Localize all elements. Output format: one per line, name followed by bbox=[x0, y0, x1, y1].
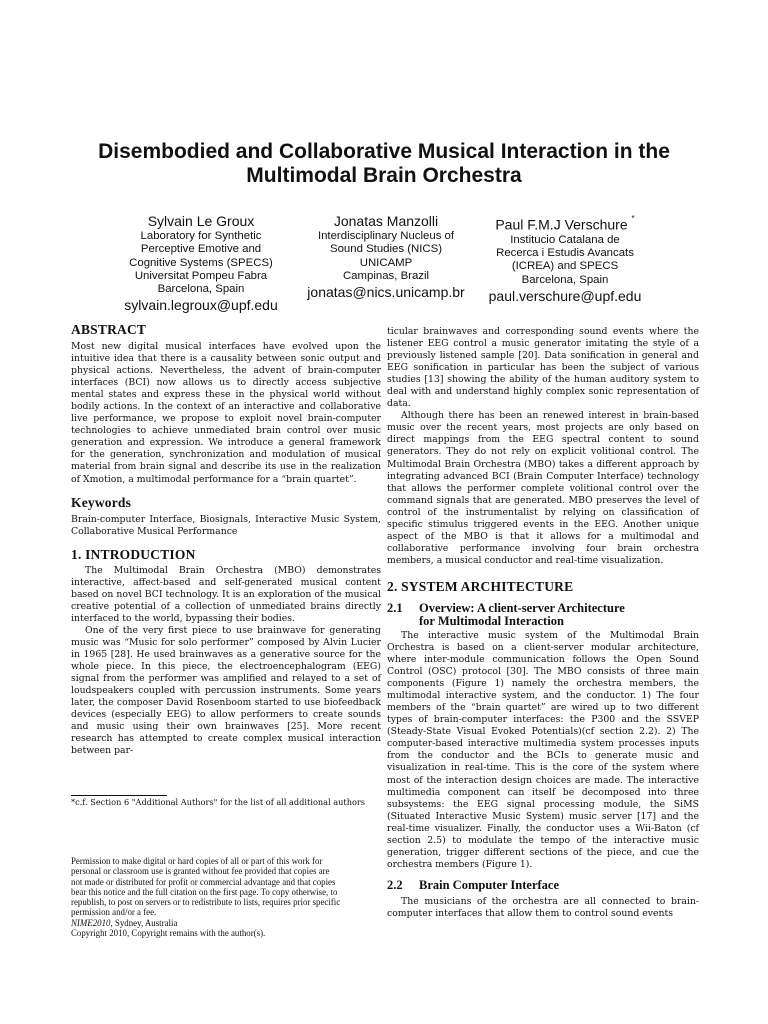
author-block bbox=[0, 213, 768, 313]
author-affiliation-line: Perceptive Emotive and bbox=[140, 243, 262, 256]
venue-name: NIME2010, bbox=[71, 917, 113, 928]
author-affiliation-line: Barcelona, Spain bbox=[521, 273, 609, 286]
author-email: jonatas@nics.unicamp.br bbox=[307, 284, 465, 301]
abstract-heading: ABSTRACT bbox=[71, 322, 147, 337]
author-affiliation-line: UNICAMP bbox=[359, 256, 413, 269]
intro-paragraph-2: One of the very first piece to use brainwave for generating music was “Music for solo performer” composed by Alvin Lucier in 1965 [28]. He used brainwaves as a generative source for the whole piece. In this piece, the electroencephalogram (EEG) signal from the performer was amplified and relayed to a set of loudspeakers coupled with percussion instruments. Some years later, the composer David Rosenboom started to use biofeedback devices (especially EEG) to allow performers to create sounds and music using their own brainwaves [25]. More recent research has attempted to create complex musical interaction between par- bbox=[71, 624, 381, 757]
subsection-title-line-2: for Multimodal Interaction bbox=[419, 613, 564, 628]
left-column bbox=[71, 322, 381, 757]
keywords-heading: Keywords bbox=[71, 494, 132, 510]
author-affiliation-line: Sound Studies (NICS) bbox=[329, 243, 443, 256]
subsection-number: 2.2 bbox=[387, 877, 403, 892]
author-affiliation-line: Universitat Pompeu Fabra bbox=[134, 269, 268, 282]
subsection-title-line-1: Overview: A client-server Architecture bbox=[419, 600, 625, 615]
author-footnote-mark: * bbox=[631, 214, 635, 223]
subsection-2-2-heading bbox=[387, 879, 699, 892]
abstract-text: Most new digital musical interfaces have evolved upon the intuitive idea that there is a causality between sonic output and physical actions. Nevertheless, the advent of brain-computer interfaces (BCI) now allows us to directly access subjective mental states and express these in the physical world without bodily actions. In the context of an interactive and collaborative live performance, we propose to exploit novel brain-computer technologies to achieve unmediated brain control over music generation and expression. We introduce a general framework for the generation, synchronization and modulation of musical material from brain signal and describe its use in the realization of Xmotion, a multimodal performance for a “brain quartet”. bbox=[71, 341, 381, 485]
intro-paragraph-3: Although there has been an renewed interest in brain-based music over the recent years, most projects are only based on direct mappings from the EEG spectral content to sound generators. They do not rely on explicit volitional control. The Multimodal Brain Orchestra (MBO) takes a different approach by integrating advanced BCI (Brain Computer Interface) technology that allows the performer complete volitional control over the command signals that are generated. MBO preserves the level of control of the instrumentalist by relying on classification of specific stimulus triggered events in the EEG. Another unique aspect of the MBO is that it allows for a multimodal and collaborative performance involving four brain orchestra members, a musical conductor and real-time visualization. bbox=[387, 410, 699, 566]
author-3 bbox=[450, 213, 680, 305]
permission-line: permission and/or a fee. bbox=[71, 907, 157, 918]
introduction-heading: 1. INTRODUCTION bbox=[71, 546, 196, 562]
system-architecture-heading: 2. SYSTEM ARCHITECTURE bbox=[387, 578, 574, 594]
overview-paragraph: The interactive music system of the Multimodal Brain Orchestra is based on a client-server modular architecture, where inter-module communication follows the Open Sound Control (OSC) protocol [30]. The MBO consists of three main components (Figure 1) namely the orchestra members, the multimodal interactive system, and the conductor. 1) The four members of the “brain quartet” are wired up to two different types of brain-computer interfaces: the P300 and the SSVEP (Steady-State Visual Evoked Potentials)(cf section 2.2). 2) The computer-based interactive multimedia system processes inputs from the conductor and the BCIs to generate music and visualization in real-time. This is the core of the system where most of the interaction design choices are made. The interactive multimedia component can itself be decomposed into three subsystems: the EEG signal processing module, the SiMS (Situated Interactive Music System) music server [17] and the real-time visualizer. Finally, the conductor uses a Wii-Baton (cf section 2.5) to modulate the tempo of the interactive music generation, trigger different sections of the piece, and cue the orchestra members (Figure 1). bbox=[387, 629, 699, 870]
subsection-number: 2.1 bbox=[387, 600, 403, 615]
title-line-2: Multimodal Brain Orchestra bbox=[246, 164, 522, 187]
author-affiliation-line: Cognitive Systems (SPECS) bbox=[129, 256, 273, 269]
author-name: Paul F.M.J Verschure bbox=[495, 216, 628, 233]
author-email: sylvain.legroux@upf.edu bbox=[124, 297, 278, 314]
venue-line bbox=[71, 918, 381, 928]
author-affiliation-line: Laboratory for Synthetic bbox=[140, 230, 262, 242]
author-affiliation-line: Barcelona, Spain bbox=[157, 283, 245, 296]
permission-notice bbox=[71, 856, 381, 938]
permission-line: personal or classroom use is granted without fee provided that copies are bbox=[71, 866, 330, 877]
venue-place: Sydney, Australia bbox=[112, 917, 178, 928]
permission-line: Permission to make digital or hard copies of all or part of this work for bbox=[71, 856, 323, 866]
permission-line: not made or distributed for profit or commercial advantage and that copies bbox=[71, 876, 336, 887]
author-email: paul.verschure@upf.edu bbox=[488, 287, 642, 304]
right-column bbox=[387, 326, 699, 920]
footnote-divider bbox=[71, 795, 167, 796]
author-affiliation-line: Interdisciplinary Nucleus of bbox=[317, 230, 455, 242]
permission-line: bear this notice and the full citation on the first page. To copy otherwise, to bbox=[71, 886, 338, 897]
subsection-title: Brain Computer Interface bbox=[419, 877, 560, 892]
paper-title bbox=[60, 140, 708, 188]
author-affiliation-line: Institucio Catalana de bbox=[510, 233, 620, 246]
subsection-title bbox=[419, 602, 625, 628]
author-name-line bbox=[450, 213, 680, 234]
author-affiliation-line: Campinas, Brazil bbox=[342, 269, 430, 282]
author-name: Jonatas Manzolli bbox=[333, 213, 439, 229]
intro-paragraph-2-continued: ticular brainwaves and corresponding sound events where the listener EEG control a music generator imitating the style of a previously listened sample [20]. Data sonification in general and EEG sonification in particular has been the subject of various studies [13] showing the ability of the human auditory system to deal with and understand highly complex sonic representation of data. bbox=[387, 326, 699, 410]
title-line-1: Disembodied and Collaborative Musical Interaction in the bbox=[98, 140, 670, 163]
intro-paragraph-1: The Multimodal Brain Orchestra (MBO) demonstrates interactive, affect-based and self-generated musical content based on novel BCI technology. It is an exploration of the musical creative potential of a collection of unmediated brains directly interfaced to the world, bypassing their bodies. bbox=[71, 564, 381, 624]
footnote: *c.f. Section 6 "Additional Authors" for the list of all additional authors bbox=[71, 797, 366, 807]
bci-paragraph: The musicians of the orchestra are all connected to brain-computer interfaces that allow them to control sound events bbox=[387, 895, 699, 919]
author-affiliation-line: (ICREA) and SPECS bbox=[511, 260, 619, 273]
subsection-2-1-heading bbox=[387, 602, 699, 628]
permission-line: republish, to post on servers or to redistribute to lists, requires prior specific bbox=[71, 897, 341, 908]
keywords-text: Brain-computer Interface, Biosignals, Interactive Music System, Collaborative Musical Performance bbox=[71, 513, 381, 537]
author-name: Sylvain Le Groux bbox=[147, 213, 255, 229]
author-affiliation-line: Recerca i Estudis Avancats bbox=[496, 246, 634, 259]
author-1 bbox=[96, 213, 306, 314]
copyright-line: Copyright 2010, Copyright remains with the author(s). bbox=[71, 928, 266, 939]
